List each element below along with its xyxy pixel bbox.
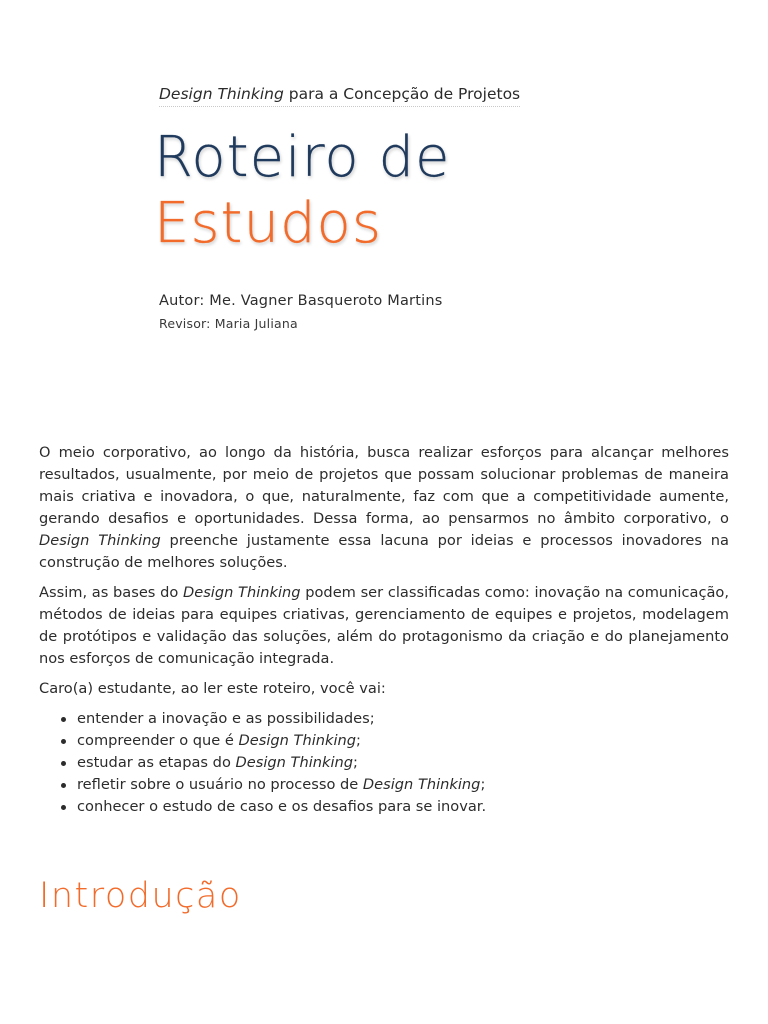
bullet-icon: [61, 739, 66, 744]
bullet-icon: [61, 717, 66, 722]
list-item: refletir sobre o usuário no processo de Design Thinking;: [39, 774, 729, 796]
body-text: [39, 442, 729, 818]
bullet-icon: [61, 761, 66, 766]
bullet-icon: [61, 805, 66, 810]
author-line: Autor: Me. Vagner Basqueroto Martins: [159, 293, 443, 309]
title-line-1: Roteiro de: [154, 125, 451, 190]
list-item: conhecer o estudo de caso e os desafios para se inovar.: [39, 796, 729, 818]
paragraph-1: [39, 442, 729, 574]
p2-emphasis: Design Thinking: [182, 584, 301, 601]
subtitle-italic: Design Thinking: [159, 85, 284, 103]
section-heading-introducao: Introdução: [39, 876, 242, 916]
p1-emphasis: Design Thinking: [39, 532, 161, 549]
objectives-list: [39, 708, 729, 818]
paragraph-3: Caro(a) estudante, ao ler este roteiro, você vai:: [39, 680, 386, 697]
document-title: [154, 125, 450, 257]
bullet-icon: [61, 783, 66, 788]
document-subtitle: [159, 85, 520, 107]
subtitle-rest: para a Concepção de Projetos: [283, 85, 521, 103]
title-line-2: Estudos: [154, 191, 382, 256]
reviser-line: Revisor: Maria Juliana: [159, 316, 298, 331]
p2-text-a: Assim, as bases do: [39, 584, 183, 601]
p1-text-b: preenche justamente essa lacuna por ideias e processos inovadores na construção de melhores soluções.: [39, 532, 729, 571]
paragraph-2: [39, 582, 729, 670]
list-item: entender a inovação e as possibilidades;: [39, 708, 729, 730]
list-item: compreender o que é Design Thinking;: [39, 730, 729, 752]
p1-text-a: O meio corporativo, ao longo da história, busca realizar esforços para alcançar melhores resultados, usualmente, por meio de projetos que possam solucionar problemas de maneira mais criativa e inovadora, o que, naturalmente, faz com que a competitividade aumente, gerando desafios e oportunidades. Dessa forma, ao pensarmos no âmbito corporativo, o: [39, 444, 729, 527]
list-item: estudar as etapas do Design Thinking;: [39, 752, 729, 774]
p2-text-b: podem ser classificadas como: inovação na comunicação, métodos de ideias para equipes criativas, gerenciamento de equipes e projetos, modelagem de protótipos e validação das soluções, além do protagonismo da criação e do planejamento nos esforços de comunicação integrada.: [39, 584, 729, 667]
